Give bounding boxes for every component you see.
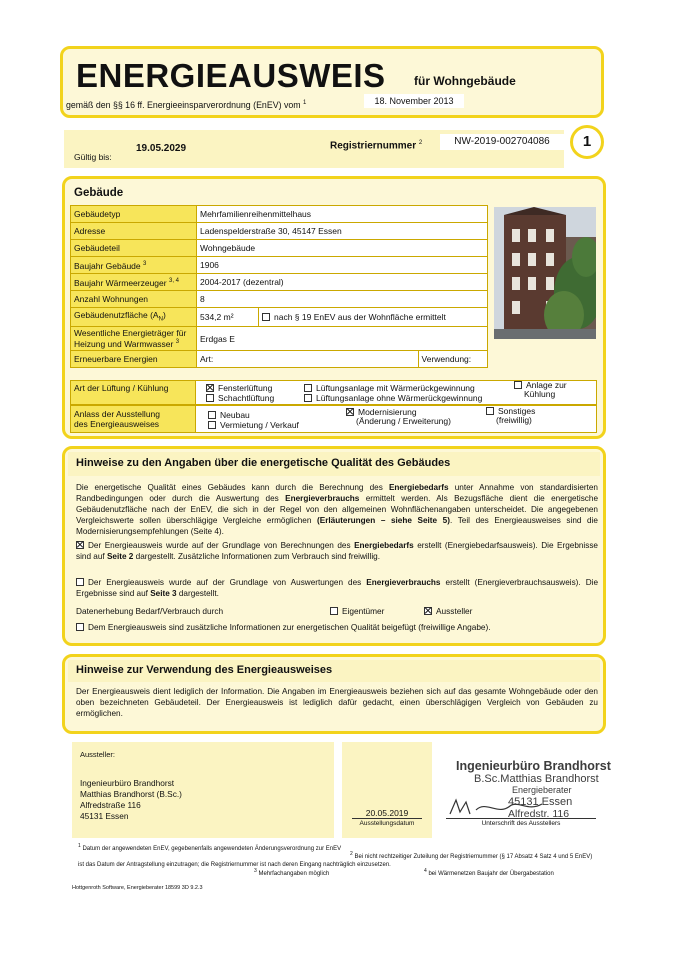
renewable-art: Art: [197, 351, 419, 368]
page-number-badge: 1 [570, 125, 604, 159]
building-photo [494, 207, 596, 339]
issuer-line-2: Matthias Brandhorst (B.Sc.) [80, 789, 182, 799]
renewable-label: Erneuerbare Energien [71, 351, 197, 368]
document-title: ENERGIEAUSWEIS [76, 57, 386, 94]
registration-label: Registriernummer $^2$ [330, 140, 423, 152]
units-value: 8 [197, 291, 488, 308]
footnote-4: $^4$ bei Wärmenetzen Baujahr der Übergabestation [424, 868, 554, 877]
vent-without-recovery-checkbox[interactable] [304, 394, 312, 402]
year-label: Baujahr Gebäude $^3$ [71, 257, 197, 274]
vent-shaft-checkbox[interactable] [206, 394, 214, 402]
extra-information-checkbox[interactable] [76, 623, 84, 631]
issue-date: 20.05.2019 [365, 808, 409, 818]
footnote-2: $^2$ Bei nicht rechtzeitiger Zuteilung der Registriernummer (§ 17 Absatz 4 Satz 4 und 5 EnEV) ist das Datum der Antragstellung einzutragen; die Registriernummer ist nach deren Eingang nachträglich einzusetzen. [78, 851, 593, 868]
vent-option-cooling[interactable]: Anlage zur Kühlung [514, 381, 567, 399]
vent-with-recovery-checkbox[interactable] [304, 384, 312, 392]
issue-date-label: Ausstellungsdatum [359, 820, 415, 827]
vent-option-shaft[interactable]: Schachtlüftung [206, 393, 274, 403]
quality-hints-title: Hinweise zu den Angaben über die energetische Qualität des Gebäudes [76, 457, 451, 469]
area-value: 534,2 m² [197, 308, 259, 327]
reason-modernisation-checkbox[interactable] [346, 408, 354, 416]
stamp-line-5: Alfredstr. 116 [508, 808, 570, 820]
stamp-line-2: B.Sc.Matthias Brandhorst [474, 773, 599, 785]
address-value: Ladenspelderstraße 30, 45147 Essen [197, 223, 488, 240]
reason-other-checkbox[interactable] [486, 407, 494, 415]
quality-hints-intro: Die energetische Qualität eines Gebäudes kann durch die Berechnung des Energiebedarfs unter Annahme von standardisierten Randbedingungen oder durch die Auswertung des Energieverbrauchs ermittelt werden. Als Bezugsfläche dient die energetische Gebäudenutzfläche nach der EnEV, die sich in der Regel von den allgemeinen Wohnflächenangaben unterscheidet. Die angegebenen Vergleichswerte sollen überschlägige Vergleiche ermöglichen (Erläuterungen – siehe Seite 5). Teil des Energieausweises sind die Modernisierungsempfehlungen (Seite 4). [76, 483, 599, 536]
regulation-date: 18. November 2013 [364, 94, 464, 108]
area-option-checkbox[interactable] [262, 313, 270, 321]
reason-option-other[interactable]: Sonstiges (freiwillig) [486, 407, 535, 425]
signature-scribble [446, 796, 556, 820]
heater-year-value: 2004-2017 (dezentral) [197, 274, 488, 291]
reason-label: Anlass der Ausstellung des Energieausweises [70, 405, 196, 433]
vent-option-window[interactable]: Fensterlüftung [206, 383, 272, 393]
signature-label: Unterschrift des Ausstellers [481, 820, 561, 827]
software-credit: Hottgenroth Software, Energieberater 18599 3D 9.2.3 [72, 885, 203, 891]
owner-checkbox[interactable] [330, 607, 338, 615]
units-label: Anzahl Wohnungen [71, 291, 197, 308]
address-label: Adresse [71, 223, 197, 240]
reason-option-rent[interactable]: Vermietung / Verkauf [208, 420, 299, 430]
reason-rent-checkbox[interactable] [208, 421, 216, 429]
vent-option-with-recovery[interactable]: Lüftungsanlage mit Wärmerückgewinnung [304, 383, 475, 393]
vent-label: Art der Lüftung / Kühlung [70, 380, 196, 405]
demand-certificate-checkbox[interactable] [76, 541, 84, 549]
type-label: Gebäudetyp [71, 206, 197, 223]
stamp-line-3: Energieberater [512, 785, 572, 795]
data-collection-issuer[interactable]: Aussteller [424, 606, 472, 616]
extra-information-option[interactable]: Dem Energieausweis sind zusätzliche Informationen zur energetischen Qualität beigefügt (freiwillige Angabe). [76, 622, 491, 632]
issue-date-line [352, 818, 422, 819]
vent-option-without-recovery[interactable]: Lüftungsanlage ohne Wärmerückgewinnung [304, 393, 482, 403]
year-value: 1906 [197, 257, 488, 274]
vent-window-checkbox[interactable] [206, 384, 214, 392]
consumption-certificate-checkbox[interactable] [76, 578, 84, 586]
stamp-line-4: 45131 Essen [508, 796, 573, 808]
area-label: Gebäudenutzfläche $(A_N)$ [71, 308, 197, 327]
regulation-line: gemäß den §§ 16 ff. Energieeinsparverordnung (EnEV) vom $^1$ [66, 99, 307, 110]
reason-new-checkbox[interactable] [208, 411, 216, 419]
heater-year-label: Baujahr Wärmeerzeuger $^{3, 4}$ [71, 274, 197, 291]
usage-hints-title: Hinweise zur Verwendung des Energieausweises [76, 664, 333, 676]
footnote-3: $^3$ Mehrfachangaben möglich [254, 868, 330, 877]
option-consumption-certificate[interactable]: Der Energieausweis wurde auf der Grundlage von Auswertungen des Energieverbrauchs erstellt (Energieverbrauchsausweis). Die Ergebnisse sind auf Seite 3 dargestellt. [76, 578, 598, 598]
part-label: Gebäudeteil [71, 240, 197, 257]
reason-option-new[interactable]: Neubau [208, 410, 250, 420]
building-table [70, 205, 488, 368]
issuer-label: Aussteller: [80, 750, 116, 759]
area-option: nach § 19 EnEV aus der Wohnfläche ermittelt [259, 308, 488, 327]
issuer-line-1: Ingenieurbüro Brandhorst [80, 778, 175, 788]
valid-label: Gültig bis: [74, 152, 112, 162]
footnote-1: $^1$ Datum der angewendeten EnEV, gegebenenfalls angewendeten Änderungsverordnung zur EnEV [78, 843, 342, 852]
document-subtitle: für Wohngebäude [414, 74, 516, 88]
building-photo-image [494, 207, 596, 339]
type-value: Mehrfamilienreihenmittelhaus [197, 206, 488, 223]
renewable-use: Verwendung: [418, 351, 487, 368]
energy-label: Wesentliche Energieträger für Heizung und Warmwasser $^3$ [71, 327, 197, 351]
issuer-line-4: 45131 Essen [80, 811, 129, 821]
issuer-line-3: Alfredstraße 116 [80, 800, 141, 810]
part-value: Wohngebäude [197, 240, 488, 257]
issuer-address [80, 778, 182, 822]
building-title: Gebäude [74, 187, 124, 199]
stamp-line-1: Ingenieurbüro Brandhorst [456, 759, 611, 773]
energy-value: Erdgas E [197, 327, 488, 351]
valid-date: 19.05.2029 [136, 143, 187, 154]
data-collection-owner[interactable]: Eigentümer [330, 606, 384, 616]
registration-number: NW-2019-002704086 [440, 134, 564, 150]
option-demand-certificate[interactable]: Der Energieausweis wurde auf der Grundlage von Berechnungen des Energiebedarfs erstellt (Energiebedarfsausweis). Die Ergebnisse sind auf Seite 2 dargestellt. Zusätzliche Informationen zum Verbrauch sind freiwillig. [76, 541, 598, 561]
reason-option-modernisation[interactable]: Modernisierung (Änderung / Erweiterung) [346, 408, 451, 426]
issuer-checkbox[interactable] [424, 607, 432, 615]
data-collection-label: Datenerhebung Bedarf/Verbrauch durch [76, 606, 224, 616]
usage-hints-text: Der Energieausweis dient lediglich der Information. Die Angaben im Energieausweis beziehen sich auf das gesamte Wohngebäude oder den oben bezeichneten Gebäudeteil. Der Energieausweis ist lediglich dafür gedacht, einen überschlägigen Vergleich von Gebäuden zu ermöglichen. [76, 687, 598, 718]
vent-cooling-checkbox[interactable] [514, 381, 522, 389]
